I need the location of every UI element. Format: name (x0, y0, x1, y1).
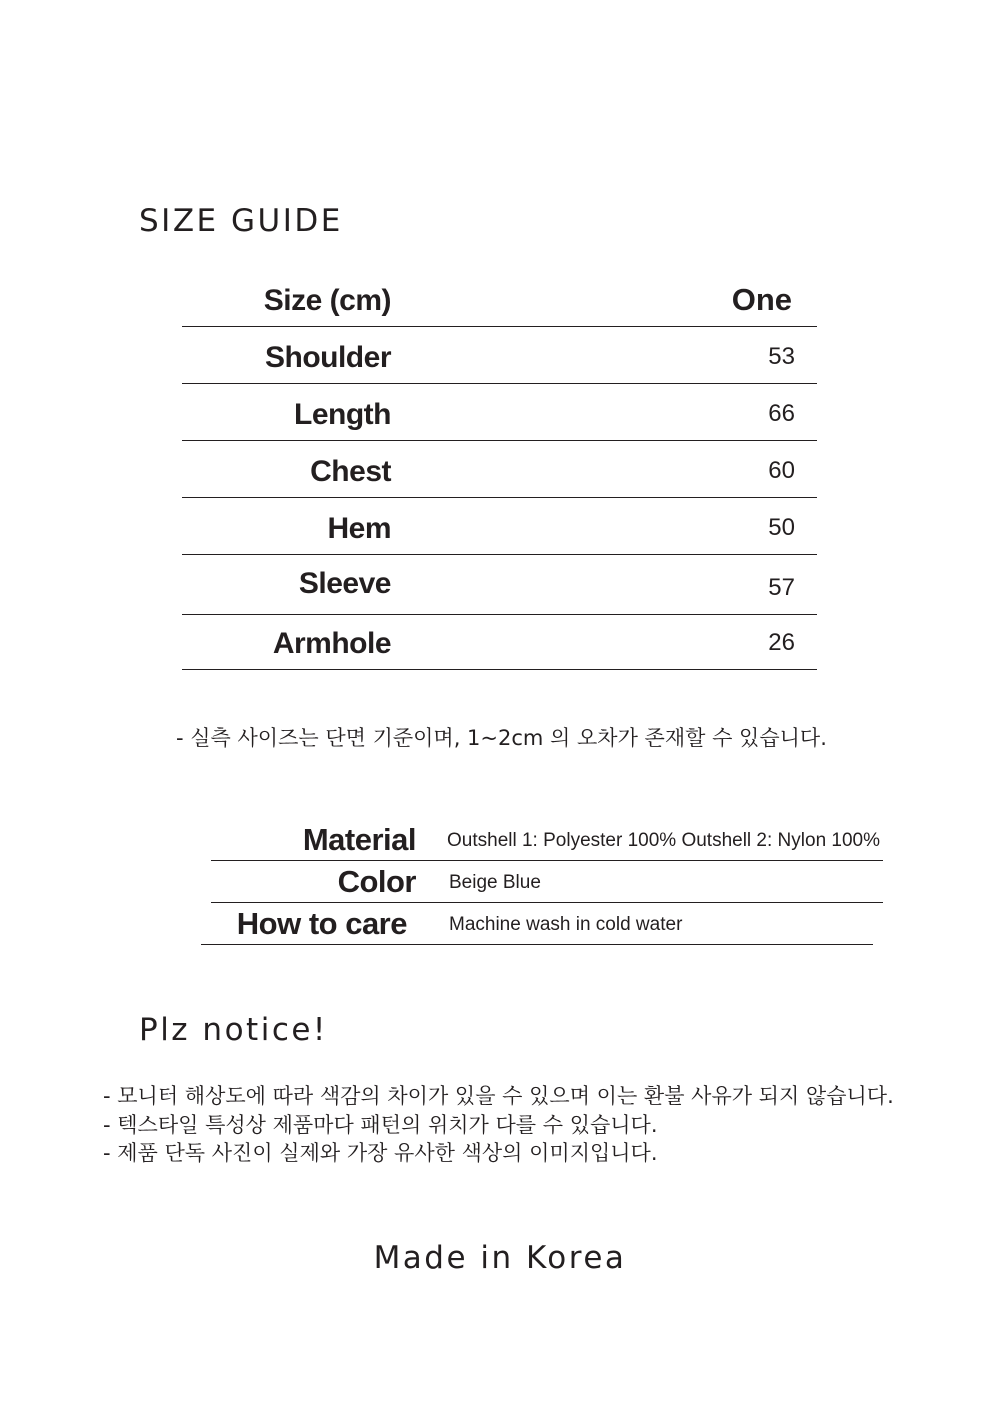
size-row-value: 53 (768, 343, 795, 370)
care-value: Machine wash in cold water (449, 914, 683, 935)
size-row-value: 66 (768, 400, 795, 427)
size-row-length (182, 384, 817, 441)
size-row-label: Sleeve (298, 567, 391, 600)
color-label: Color (337, 864, 416, 899)
notice-line: - 모니터 해상도에 따라 색감의 차이가 있을 수 있으며 이는 환불 사유가 되지 않습니다. (103, 1084, 894, 1108)
size-row-value: 57 (768, 574, 795, 601)
size-row-label: Chest (310, 455, 391, 488)
care-label: How to care (236, 906, 407, 941)
size-row-value: 26 (768, 629, 795, 656)
notice-line: - 텍스타일 특성상 제품마다 패턴의 위치가 다를 수 있습니다. (103, 1112, 658, 1137)
size-header-label: Size (cm) (263, 284, 391, 317)
size-row-sleeve (182, 555, 817, 615)
size-row-label: Shoulder (264, 341, 391, 374)
care-row (201, 903, 873, 945)
size-table (182, 272, 817, 670)
made-in-label: Made in Korea (373, 1240, 627, 1276)
size-row-value: 60 (768, 457, 795, 484)
measurement-note: - 실측 사이즈는 단면 기준이며, 1~2cm 의 오차가 존재할 수 있습니다. (176, 726, 827, 750)
notice-list (103, 1082, 894, 1168)
notice-line: - 제품 단독 사진이 실제와 가장 유사한 색상의 이미지입니다. (103, 1141, 658, 1165)
size-row-value: 50 (768, 514, 795, 541)
size-row-label: Hem (327, 512, 391, 545)
material-value: Outshell 1: Polyester 100% Outshell 2: Nylon 100% (447, 830, 881, 851)
size-row-label: Length (294, 398, 391, 431)
size-row-chest (182, 441, 817, 498)
size-row-label: Armhole (272, 627, 391, 660)
size-table-header (182, 272, 817, 327)
color-row (211, 861, 883, 903)
size-row-armhole (182, 615, 817, 670)
material-label: Material (302, 822, 416, 857)
size-row-shoulder (182, 327, 817, 384)
material-row (211, 820, 883, 861)
size-guide-title: SIZE GUIDE (139, 203, 343, 239)
size-row-hem (182, 498, 817, 555)
notice-title: Plz notice! (139, 1012, 328, 1048)
color-value: Beige Blue (449, 872, 541, 893)
size-header-value: One (731, 282, 792, 317)
